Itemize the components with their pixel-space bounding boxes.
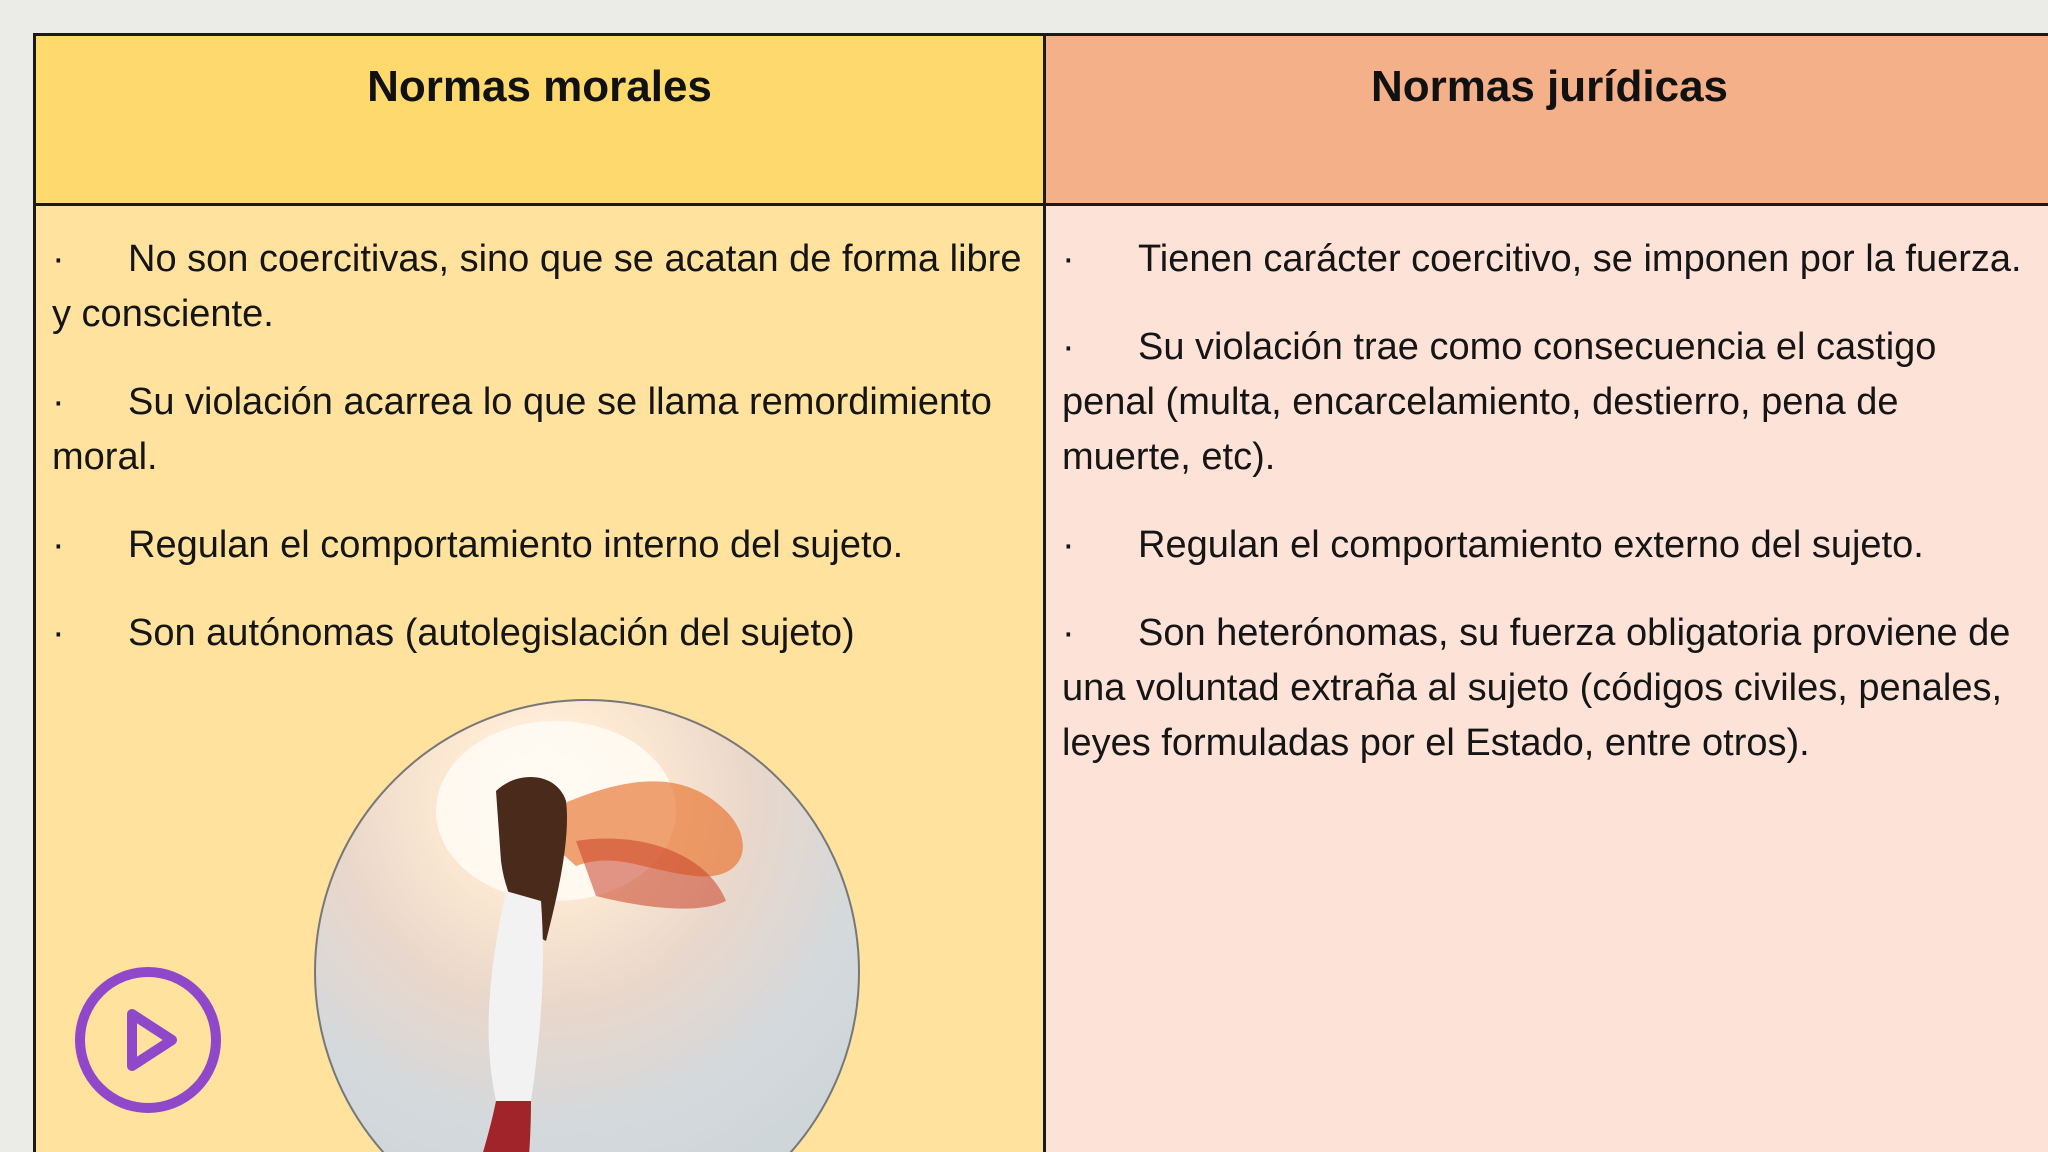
list-item-text: Su violación acarrea lo que se llama remordimiento moral.: [52, 381, 992, 478]
list-item-text: Regulan el comportamiento externo del sujeto.: [1138, 524, 1924, 566]
list-item: [1062, 232, 2033, 287]
column-title-left: Normas morales: [367, 62, 712, 111]
woman-with-scarf-photo: [314, 699, 860, 1152]
list-item-text: Regulan el comportamiento interno del sujeto.: [128, 524, 904, 566]
list-item: [1062, 518, 2033, 573]
list-item: [52, 606, 1023, 661]
column-header-right: [1046, 36, 2048, 206]
play-icon[interactable]: [74, 966, 222, 1114]
list-item: [52, 232, 1023, 342]
list-item: [1062, 320, 2033, 485]
list-item: [52, 375, 1023, 485]
woman-illustration: [316, 701, 860, 1152]
comparison-table: [33, 33, 2048, 1152]
bullet: ·: [52, 612, 65, 654]
column-title-right: Normas jurídicas: [1370, 62, 1729, 111]
bullet: ·: [52, 381, 65, 423]
column-header-left: [36, 36, 1043, 206]
column-body-left: [52, 232, 1023, 694]
list-item-text: Tienen carácter coercitivo, se imponen por la fuerza.: [1138, 238, 2022, 280]
list-item: [1062, 606, 2033, 771]
list-item: [52, 518, 1023, 573]
bullet: ·: [1062, 238, 1075, 280]
bullet: ·: [1062, 326, 1075, 368]
bullet: ·: [52, 524, 65, 566]
list-item-text: No son coercitivas, sino que se acatan de forma libre y consciente.: [52, 238, 1022, 335]
column-normas-morales: [36, 36, 1043, 1152]
list-item-text: Son autónomas (autolegislación del sujeto): [128, 612, 855, 654]
list-item-text: Su violación trae como consecuencia el castigo penal (multa, encarcelamiento, destierro, pena de muerte, etc).: [1062, 326, 1937, 478]
bullet: ·: [52, 238, 65, 280]
bullet: ·: [1062, 524, 1075, 566]
bullet: ·: [1062, 612, 1075, 654]
column-normas-juridicas: [1043, 36, 2048, 1152]
list-item-text: Son heterónomas, su fuerza obligatoria proviene de una voluntad extraña al sujeto (códigos civiles, penales, leyes formuladas por el Estado, entre otros).: [1062, 612, 2011, 764]
column-body-right: [1062, 232, 2033, 804]
